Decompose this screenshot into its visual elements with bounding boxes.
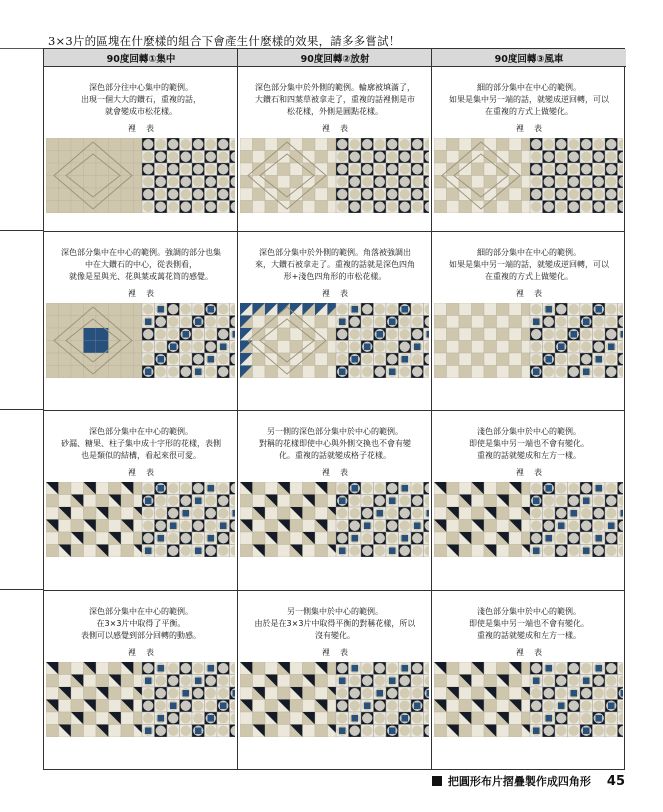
- label-back: 表: [340, 468, 350, 477]
- quilt-pattern-image: [46, 303, 235, 378]
- label-front: 裡: [322, 289, 332, 298]
- label-back: 表: [340, 289, 350, 298]
- cell-description: 另一側的深色部分集中於中心的範例。 對稱的花樣即使中心與外側交換也不會有變 化。重複的話就變成格子花樣。: [259, 427, 411, 460]
- row-divider: [44, 231, 624, 232]
- square-bullet-icon: [432, 776, 442, 786]
- cell-description: 深色部分集中在中心的範例。 砂漏、糖果、柱子集中成十字形的花樣，表側 也是類似的結構，看起來很可愛。: [61, 427, 221, 460]
- quilt-pattern-image: [240, 482, 429, 557]
- cell-description: 深色部分集中在中心的範例。 在3×3片中取得了平衡。 表側可以感覺到部分回轉的動感。: [81, 607, 201, 640]
- label-front: 裡: [128, 468, 138, 477]
- quilt-pattern-image: [240, 138, 429, 213]
- label-back: 表: [534, 289, 544, 298]
- label-front: 裡: [516, 289, 526, 298]
- column-divider: [431, 49, 432, 769]
- quilt-pattern-image: [46, 662, 235, 737]
- quilt-pattern-image: [46, 138, 235, 213]
- label-front: 裡: [516, 648, 526, 657]
- label-front: 裡: [322, 124, 332, 133]
- cell-description: 細的部分集中在中心的範例。 如果是集中另一端的話，就變成逆回轉，可以 在重複的方式上做變化。: [449, 248, 609, 281]
- cell-description: 深色部分集中在中心的範例。強調的部分也集 中在大鑽石的中心，從表側看， 就像是星與光、花與葉或萬花筒的感覺。: [61, 248, 221, 281]
- cell-description: 淺色部分集中於中心的範例。 即使是集中另一端也不會有變化。 重複的話就變成和左方一樣。: [469, 427, 589, 460]
- label-front: 裡: [322, 648, 332, 657]
- label-back: 表: [340, 124, 350, 133]
- row-divider-ext: [0, 230, 44, 231]
- footer-title: 把圓形布片摺疊製作成四角形: [447, 775, 591, 788]
- top-rule: [0, 48, 44, 49]
- row-divider: [44, 590, 624, 591]
- column-header-3: 90度回轉③風車: [432, 49, 626, 67]
- quilt-pattern-image: [240, 662, 429, 737]
- row-divider-ext: [0, 589, 44, 590]
- cell-description: 另一側集中於中心的範例。 由於是在3×3片中取得平衡的對稱花樣，所以 沒有變化。: [254, 607, 416, 640]
- quilt-pattern-image: [434, 138, 623, 213]
- label-front: 裡: [516, 124, 526, 133]
- cell-description: 深色部分往中心集中的範例。 出現一個大大的鑽石，重複的話， 就會變成市松花樣。: [81, 83, 201, 116]
- label-back: 表: [534, 124, 544, 133]
- page-footer: [432, 773, 625, 789]
- label-back: 表: [534, 468, 544, 477]
- page-title: 3×3片的區塊在什麼樣的組合下會產生什麼樣的效果，請多多嘗試！: [48, 34, 401, 48]
- column-header-2: 90度回轉②放射: [238, 49, 432, 67]
- quilt-pattern-image: [46, 482, 235, 557]
- cell-description: 淺色部分集中於中心的範例。 即使是集中另一端也不會有變化。 重複的話就變成和左方一樣。: [469, 607, 589, 640]
- quilt-pattern-image: [434, 482, 623, 557]
- page-number: 45: [606, 773, 625, 789]
- label-back: 表: [146, 468, 156, 477]
- label-back: 表: [340, 648, 350, 657]
- quilt-pattern-image: [240, 303, 429, 378]
- quilt-pattern-image: [434, 662, 623, 737]
- quilt-pattern-image: [434, 303, 623, 378]
- column-header-1: 90度回轉①集中: [44, 49, 238, 67]
- cell-description: 深色部分集中於外側的範例。輪廓被填滿了， 大鑽石和四葉草被拿走了，重複的話裡側是市 松花樣，外側是圓點花樣。: [255, 83, 415, 116]
- column-divider: [237, 49, 238, 769]
- label-front: 裡: [128, 124, 138, 133]
- label-front: 裡: [128, 648, 138, 657]
- cell-description: 深色部分集中於外側的範例。角落被強調出 來，大鑽石被拿走了。重複的話就是深色四角 形+淺色四角形的市松花樣。: [255, 248, 415, 281]
- label-back: 表: [534, 648, 544, 657]
- label-back: 表: [146, 124, 156, 133]
- row-divider-ext: [0, 409, 44, 410]
- label-back: 表: [146, 648, 156, 657]
- pattern-table: [43, 48, 625, 770]
- cell-description: 細的部分集中在中心的範例。 如果是集中另一端的話，就變成逆回轉，可以 在重複的方式上做變化。: [449, 83, 609, 116]
- label-front: 裡: [516, 468, 526, 477]
- label-front: 裡: [322, 468, 332, 477]
- row-divider: [44, 410, 624, 411]
- label-front: 裡: [128, 289, 138, 298]
- label-back: 表: [146, 289, 156, 298]
